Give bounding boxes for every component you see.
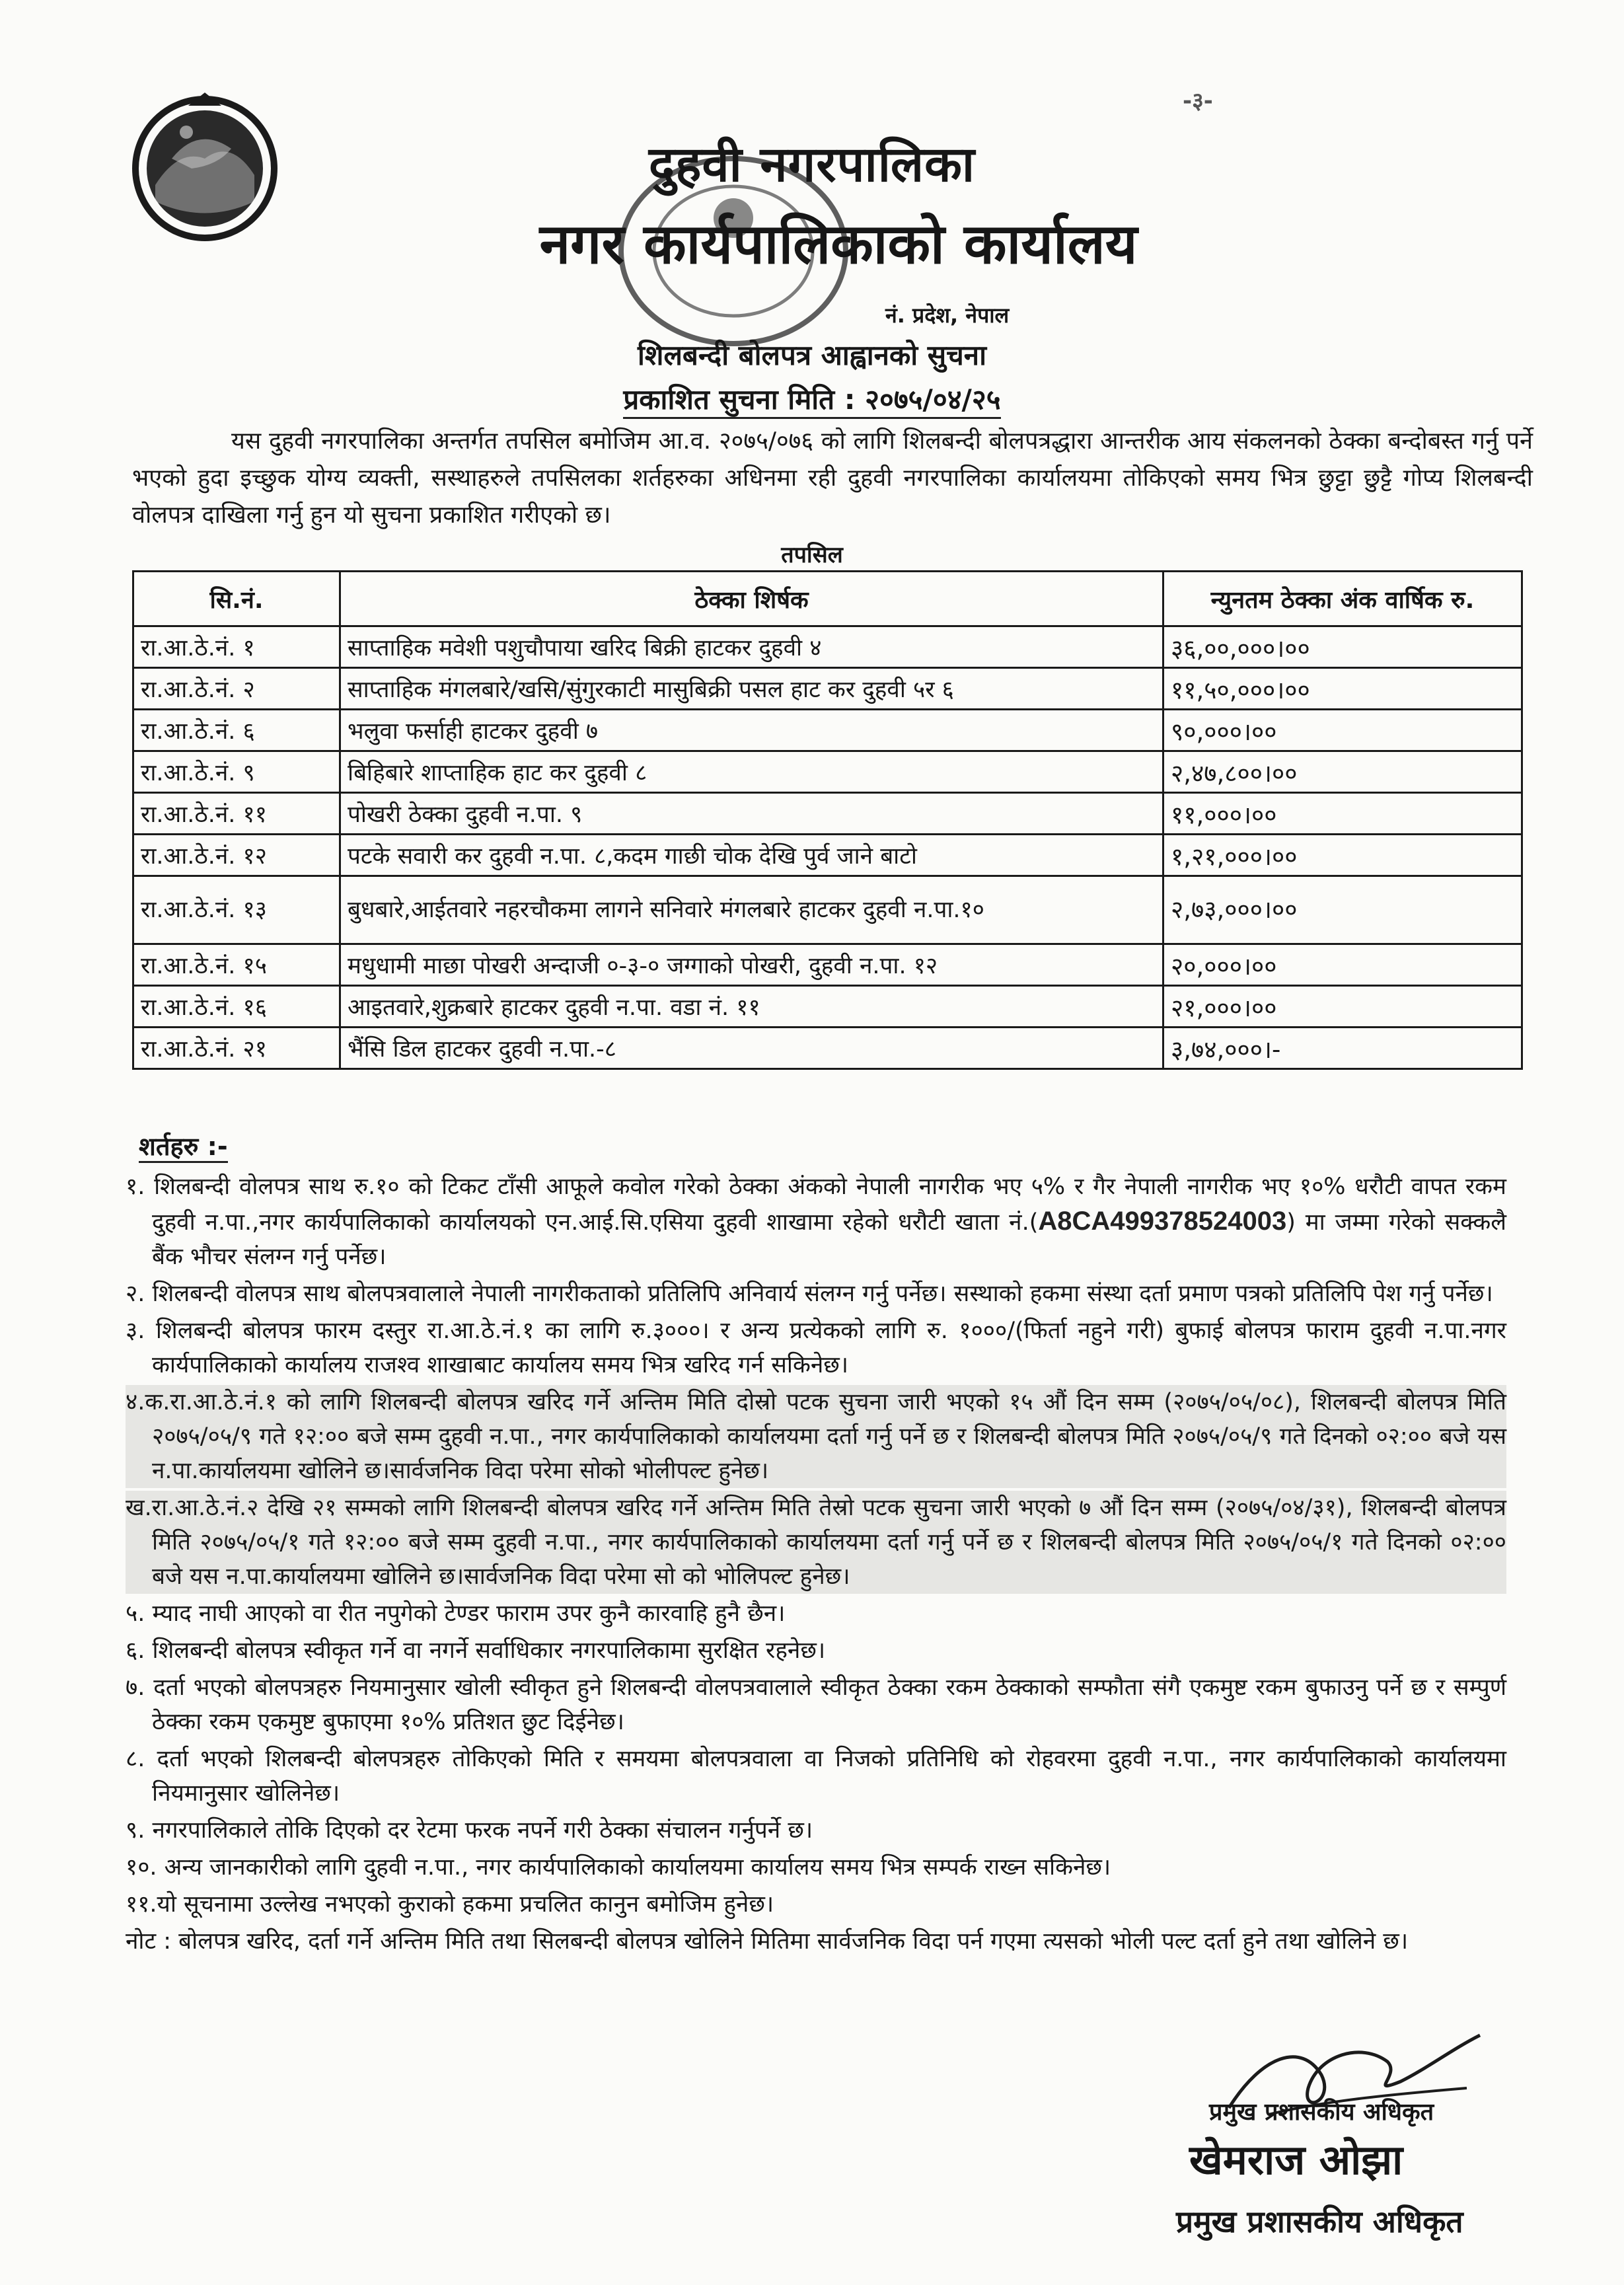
row-title: बुधबारे,आईतवारे नहरचौकमा लागने सनिवारे मंगलबारे हाटकर दुहवी न.पा.१० (340, 876, 1163, 944)
account-number: A8CA499378524003 (1038, 1207, 1287, 1236)
condition-item: ९. नगरपालिकाले तोकि दिएको दर रेटमा फरक नपर्ने गरी ठेक्का संचालन गर्नुपर्ने छ। (126, 1817, 813, 1844)
signatory-designation: प्रमुख प्रशासकीय अधिकृत (1176, 2204, 1463, 2239)
row-amount: २,४७,८००।०० (1163, 751, 1522, 793)
condition-item: २. शिलबन्दी वोलपत्र साथ बोलपत्रवालाले नेपाली नागरीकताको प्रतिलिपि अनिवार्य संलग्न गर्नु पर्नेछ। सस्थाको हकमा संस्था दर्ता प्रमाण पत्रको प्रतिलिपि पेश गर्नु पर्नेछ। (126, 1281, 1493, 1307)
row-sn: रा.आ.ठे.नं. १५ (133, 944, 340, 986)
row-title: साप्ताहिक मवेशी पशुचौपाया खरिद बिक्री हाटकर दुहवी ४ (340, 626, 1163, 668)
condition-item: १. शिलबन्दी वोलपत्र साथ रु.१० को टिकट टाँसी आफूले कवोल गरेको ठेक्का अंकको नेपाली नागरीक भए ५% र गैर नेपाली नागरीक भए १०% धरौटी वापत रकम दुहवी न.पा.,नगर कार्यपालिकाको कार्यालयको एन.आई.सि.एसिया दुहवी शाखामा रहेको धरौटी खाता नं.(A8CA499378524003) मा जम्मा गरेको सक्कलै बैंक भौचर संलग्न गर्नु पर्नेछ। (126, 1174, 1506, 1270)
row-sn: रा.आ.ठे.नं. १३ (133, 876, 340, 944)
municipality-name: दुहवी नगरपालिका (648, 136, 976, 193)
row-sn: रा.आ.ठे.नं. १२ (133, 835, 340, 876)
row-sn: रा.आ.ठे.नं. २ (133, 668, 340, 710)
signature-title: प्रमुख प्रशासकीय अधिकृत (1209, 2099, 1434, 2126)
row-sn: रा.आ.ठे.नं. ९ (133, 751, 340, 793)
condition-item: १०. अन्य जानकारीको लागि दुहवी न.पा., नगर कार्यपालिकाको कार्यालयमा कार्यालय समय भित्र सम्पर्क राख्न सकिनेछ। (126, 1854, 1111, 1881)
condition-item: ३. शिलबन्दी बोलपत्र फारम दस्तुर रा.आ.ठे.नं.१ का लागि रु.३०००। र अन्य प्रत्येकको लागि रु. १०००/(फिर्ता नहुने गरी) बुफाई बोलपत्र फाराम दुहवी न.पा.नगर कार्यपालिकाको कार्यालय राजश्व शाखाबाट कार्यालय समय भित्र खरिद गर्न सकिनेछ। (126, 1318, 1506, 1378)
condition-item: ख.रा.आ.ठे.नं.२ देखि २१ सम्मको लागि शिलबन्दी बोलपत्र खरिद गर्ने अन्तिम मिति तेस्रो पटक सुचना जारी भएको ७ औं दिन सम्म (२०७५/०४/३१), शिलबन्दी बोलपत्र मिति २०७५/०५/१ गते १२:०० बजे सम्म दुहवी न.पा., नगर कार्यपालिकाको कार्यालयमा दर्ता गर्नु पर्ने छ र शिलबन्दी बोलपत्र मिति २०७५/०५/१ गते दिनको ०२:०० बजे यस न.पा.कार्यालयमा खोलिने छ।सार्वजनिक विदा परेमा सो को भोलिपल्ट हुनेछ। (126, 1491, 1506, 1594)
row-amount: ११,५०,०००।०० (1163, 668, 1522, 710)
table-row (133, 668, 1522, 710)
table-caption: तपसिल (781, 542, 843, 568)
row-amount: २१,०००।०० (1163, 986, 1522, 1028)
row-sn: रा.आ.ठे.नं. ६ (133, 710, 340, 751)
stamp-text: नं. प्रदेश, नेपाल (885, 303, 1010, 328)
row-title: आइतवारे,शुक्रबारे हाटकर दुहवी न.पा. वडा नं. ११ (340, 986, 1163, 1028)
row-title: पोखरी ठेक्का दुहवी न.पा. ९ (340, 793, 1163, 835)
row-amount: ३६,००,०००।०० (1163, 626, 1522, 668)
notice-title: शिलबन्दी बोलपत्र आह्वानको सुचना (638, 339, 986, 371)
intro-paragraph: यस दुहवी नगरपालिका अन्तर्गत तपसिल बमोजिम आ.व. २०७५/०७६ को लागि शिलबन्दी बोलपत्रद्धारा आन्तरीक आय संकलनको ठेक्का बन्दोबस्त गर्नु पर्ने भएको हुदा इच्छुक योग्य व्यक्ती, सस्थाहरुले तपसिलका शर्तहरुका अधिनमा रही दुहवी नगरपालिका कार्यालयमा तोकिएको समय भित्र छुट्टा छुट्टै गोप्य शिलबन्दी वोलपत्र दाखिला गर्नु हुन यो सुचना प्रकाशित गरीएको छ। (132, 428, 1533, 529)
row-sn: रा.आ.ठे.नं. ११ (133, 793, 340, 835)
row-title: पटके सवारी कर दुहवी न.पा. ८,कदम गाछी चोक देखि पुर्व जाने बाटो (340, 835, 1163, 876)
conditions-list (126, 1170, 1506, 1959)
row-title: बिहिबारे शाप्ताहिक हाट कर दुहवी ८ (340, 751, 1163, 793)
condition-item: ४.क.रा.आ.ठे.नं.१ को लागि शिलबन्दी बोलपत्र खरिद गर्ने अन्तिम मिति दोस्रो पटक सुचना जारी भएको १५ औं दिन सम्म (२०७५/०५/०८), शिलबन्दी बोलपत्र मिति २०७५/०५/९ गते १२:०० बजे सम्म दुहवी न.पा., नगर कार्यपालिकाको कार्यालयमा दर्ता गर्नु पर्ने छ र शिलबन्दी बोलपत्र मिति २०७५/०५/९ गते दिनको ०२:०० बजे यस न.पा.कार्यालयमा खोलिने छ।सार्वजनिक विदा परेमा सोको भोलीपल्ट हुनेछ। (126, 1385, 1506, 1488)
page-number: -३- (1183, 88, 1213, 114)
condition-item: ७. दर्ता भएको बोलपत्रहरु नियमानुसार खोली स्वीकृत हुने शिलबन्दी वोलपत्रवालाले स्वीकृत ठेक्का रकम ठेक्काको सम्फौता संगै एकमुष्ट रकम बुफाउनु पर्ने छ र सम्पुर्ण ठेक्का रकम एकमुष्ट बुफाएमा १०% प्रतिशत छुट दिईनेछ। (126, 1674, 1506, 1735)
table-row (133, 835, 1522, 876)
condition-item: ५. म्याद नाघी आएको वा रीत नपुगेको टेण्डर फाराम उपर कुनै कारवाहि हुनै छैन। (126, 1600, 786, 1627)
row-amount: ९०,०००।०० (1163, 710, 1522, 751)
row-sn: रा.आ.ठे.नं. २१ (133, 1028, 340, 1069)
row-amount: २,७३,०००।०० (1163, 876, 1522, 944)
row-title: साप्ताहिक मंगलबारे/खसि/सुंगुरकाटी मासुबिक्री पसल हाट कर दुहवी ५र ६ (340, 668, 1163, 710)
signatory-name: खेमराज ओझा (1189, 2136, 1403, 2184)
row-amount: ११,०००।०० (1163, 793, 1522, 835)
table-row (133, 751, 1522, 793)
table-row (133, 710, 1522, 751)
col-header-sn: सि.नं. (133, 572, 340, 626)
condition-item: ८. दर्ता भएको शिलबन्दी बोलपत्रहरु तोकिएको मिति र समयमा बोलपत्रवाला वा निजको प्रतिनिधि को रोहवरमा दुहवी न.पा., नगर कार्यपालिकाको कार्यालयमा नियमानुसार खोलिनेछ। (126, 1746, 1506, 1807)
table-row (133, 986, 1522, 1028)
table-row (133, 793, 1522, 835)
publish-date: प्रकाशित सुचना मिति : २०७५/०४/२५ (0, 380, 1624, 418)
condition-item: ११.यो सूचनामा उल्लेख नभएको कुराको हकमा प्रचलित कानुन बमोजिम हुनेछ। (126, 1891, 774, 1918)
row-sn: रा.आ.ठे.नं. १ (133, 626, 340, 668)
row-title: मधुधामी माछा पोखरी अन्दाजी ०-३-० जग्गाको पोखरी, दुहवी न.पा. १२ (340, 944, 1163, 986)
row-title: भलुवा फर्साही हाटकर दुहवी ७ (340, 710, 1163, 751)
col-header-amount: न्युनतम ठेक्का अंक वार्षिक रु. (1163, 572, 1522, 626)
table-row (133, 944, 1522, 986)
row-sn: रा.आ.ठे.नं. १६ (133, 986, 340, 1028)
row-amount: ३,७४,०००।- (1163, 1028, 1522, 1069)
row-title: भैंसि डिल हाटकर दुहवी न.पा.-८ (340, 1028, 1163, 1069)
row-amount: १,२१,०००।०० (1163, 835, 1522, 876)
office-name: नगर कार्यपालिकाको कार्यालय (539, 211, 1138, 276)
table-header-row (133, 572, 1522, 626)
table-row (133, 1028, 1522, 1069)
conditions-heading: शर्तहरु :- (139, 1129, 228, 1163)
note-text: नोट : बोलपत्र खरिद, दर्ता गर्ने अन्तिम मिति तथा सिलबन्दी बोलपत्र खोलिने मितिमा सार्वजनिक विदा पर्न गएमा त्यसको भोली पल्ट दर्ता हुने तथा खोलिने छ। (126, 1928, 1409, 1955)
condition-item: ६. शिलबन्दी बोलपत्र स्वीकृत गर्ने वा नगर्ने सर्वाधिकार नगरपालिकामा सुरक्षित रहनेछ। (126, 1637, 826, 1664)
row-amount: २०,०००।०० (1163, 944, 1522, 986)
col-header-title: ठेक्का शिर्षक (340, 572, 1163, 626)
contract-table (132, 570, 1523, 1070)
table-row (133, 876, 1522, 944)
table-row (133, 626, 1522, 668)
